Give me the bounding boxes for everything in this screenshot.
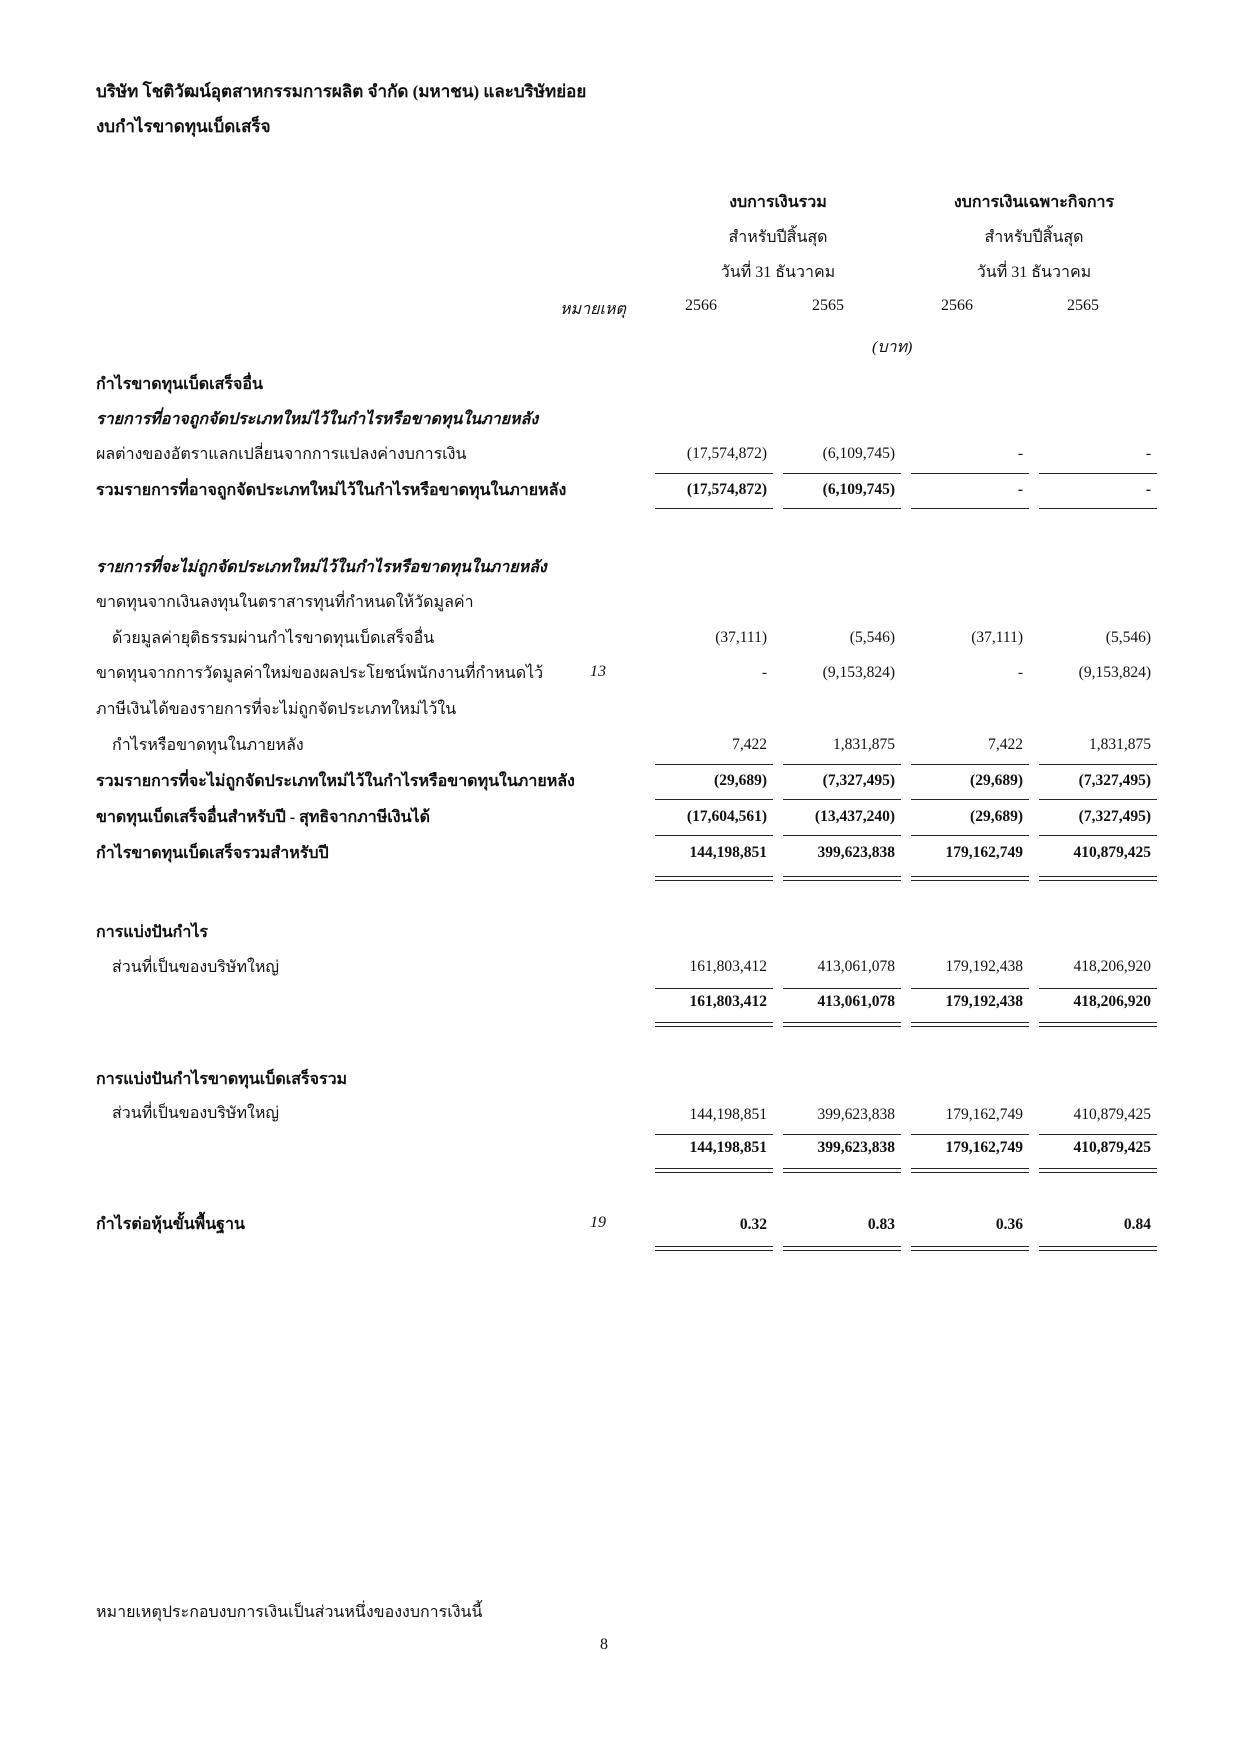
row-label-total: รวมรายการที่จะไม่ถูกจัดประเภทใหม่ไว้ในกำไรหรือขาดทุนในภายหลัง: [96, 773, 575, 790]
underline: [911, 988, 1029, 989]
row-label: ขาดทุนจากเงินลงทุนในตราสารทุนที่กำหนดให้วัดมูลค่า: [96, 594, 474, 611]
double-underline: [783, 1246, 901, 1251]
double-underline: [783, 1168, 901, 1173]
underline: [783, 799, 901, 800]
note-ref: 19: [590, 1214, 606, 1231]
row-value: (6,109,745): [822, 481, 895, 498]
row-value: 179,162,749: [945, 1139, 1023, 1156]
group2-sub1: สำหรับปีสิ้นสุด: [984, 229, 1084, 246]
row-value: (6,109,745): [822, 445, 895, 462]
double-underline: [1039, 876, 1157, 881]
row-value: 7,422: [732, 736, 767, 753]
double-underline: [911, 1246, 1029, 1251]
underline: [911, 508, 1029, 509]
double-underline: [911, 1022, 1029, 1027]
row-value: (9,153,824): [822, 664, 895, 681]
row-value: 413,061,078: [817, 958, 895, 975]
group2-sub2: วันที่ 31 ธันวาคม: [976, 264, 1092, 281]
year-header-4: 2565: [1067, 297, 1099, 314]
underline: [655, 473, 773, 474]
row-label-total: รวมรายการที่อาจถูกจัดประเภทใหม่ไว้ในกำไรหรือขาดทุนในภายหลัง: [96, 482, 567, 499]
underline: [1039, 473, 1157, 474]
double-underline: [1039, 1168, 1157, 1173]
double-underline: [655, 876, 773, 881]
row-value: -: [1017, 481, 1023, 498]
row-value: (7,327,495): [1078, 808, 1151, 825]
footer-note: หมายเหตุประกอบงบการเงินเป็นส่วนหนึ่งของงบการเงินนี้: [96, 1604, 483, 1621]
double-underline: [655, 1246, 773, 1251]
row-value: 144,198,851: [689, 844, 767, 861]
row-value: 1,831,875: [1089, 736, 1151, 753]
company-name: บริษัท โชติวัฒน์อุตสาหกรรมการผลิต จำกัด (มหาชน) และบริษัทย่อย: [96, 82, 587, 101]
row-value: 410,879,425: [1073, 1106, 1151, 1123]
statement-title: งบกำไรขาดทุนเบ็ดเสร็จ: [96, 117, 271, 136]
group2-title: งบการเงินเฉพาะกิจการ: [953, 194, 1115, 211]
group1-sub2: วันที่ 31 ธันวาคม: [720, 264, 836, 281]
row-value: 179,192,438: [945, 993, 1023, 1010]
section-heading: การแบ่งปันกำไรขาดทุนเบ็ดเสร็จรวม: [96, 1071, 348, 1088]
underline: [783, 988, 901, 989]
row-label: ภาษีเงินได้ของรายการที่จะไม่ถูกจัดประเภทใหม่ไว้ใน: [96, 701, 457, 718]
row-value: (17,574,872): [686, 481, 767, 498]
row-value: 399,623,838: [817, 1106, 895, 1123]
row-label: ส่วนที่เป็นของบริษัทใหญ่: [112, 1105, 279, 1122]
row-value: 418,206,920: [1073, 958, 1151, 975]
underline: [783, 835, 901, 836]
underline: [655, 1134, 773, 1135]
year-header-3: 2566: [941, 297, 973, 314]
row-value: 410,879,425: [1073, 1139, 1151, 1156]
section-heading: การแบ่งปันกำไร: [96, 924, 208, 941]
row-value: 144,198,851: [689, 1139, 767, 1156]
row-value: 0.84: [1123, 1216, 1151, 1233]
row-value: 161,803,412: [689, 958, 767, 975]
row-value: 179,162,749: [945, 844, 1023, 861]
row-value: 0.32: [739, 1216, 767, 1233]
row-value: 179,192,438: [945, 958, 1023, 975]
double-underline: [911, 1168, 1029, 1173]
row-value: 1,831,875: [833, 736, 895, 753]
row-value: (5,546): [1105, 629, 1151, 646]
underline: [911, 1134, 1029, 1135]
row-value: -: [1145, 481, 1151, 498]
row-value: (29,689): [970, 808, 1023, 825]
underline: [1039, 835, 1157, 836]
underline: [783, 508, 901, 509]
underline: [911, 799, 1029, 800]
underline: [1039, 988, 1157, 989]
row-value: 418,206,920: [1073, 993, 1151, 1010]
underline: [655, 835, 773, 836]
double-underline: [911, 876, 1029, 881]
row-value: (9,153,824): [1078, 664, 1151, 681]
row-value: 413,061,078: [817, 993, 895, 1010]
row-value: 144,198,851: [689, 1106, 767, 1123]
page-number: 8: [600, 1636, 608, 1653]
underline: [1039, 764, 1157, 765]
row-label-eps: กำไรต่อหุ้นขั้นพื้นฐาน: [96, 1216, 245, 1233]
row-value: (17,604,561): [686, 808, 767, 825]
underline: [655, 799, 773, 800]
subsection-heading: รายการที่จะไม่ถูกจัดประเภทใหม่ไว้ในกำไรหรือขาดทุนในภายหลัง: [96, 559, 547, 576]
row-value: (37,111): [971, 629, 1023, 646]
row-value: -: [1017, 445, 1023, 462]
note-ref: 13: [590, 663, 606, 680]
underline: [1039, 1134, 1157, 1135]
row-value: (5,546): [849, 629, 895, 646]
row-value: (37,111): [715, 629, 767, 646]
row-value: 0.36: [995, 1216, 1023, 1233]
row-value: 0.83: [867, 1216, 895, 1233]
double-underline: [1039, 1246, 1157, 1251]
double-underline: [655, 1168, 773, 1173]
underline: [655, 764, 773, 765]
row-label-total: ขาดทุนเบ็ดเสร็จอื่นสำหรับปี - สุทธิจากภาษีเงินได้: [96, 809, 430, 826]
subsection-heading: รายการที่อาจถูกจัดประเภทใหม่ไว้ในกำไรหรือขาดทุนในภายหลัง: [96, 411, 539, 428]
row-value: -: [761, 664, 767, 681]
underline: [1039, 508, 1157, 509]
underline: [783, 764, 901, 765]
double-underline: [1039, 1022, 1157, 1027]
section-heading: กำไรขาดทุนเบ็ดเสร็จอื่น: [96, 376, 263, 393]
underline: [911, 473, 1029, 474]
row-label: กำไรหรือขาดทุนในภายหลัง: [112, 737, 304, 754]
double-underline: [783, 876, 901, 881]
underline: [655, 508, 773, 509]
row-value: (7,327,495): [822, 772, 895, 789]
row-value: 399,623,838: [817, 1139, 895, 1156]
underline: [911, 764, 1029, 765]
year-header-2: 2565: [812, 297, 844, 314]
row-label: ผลต่างของอัตราแลกเปลี่ยนจากการแปลงค่างบการเงิน: [96, 446, 467, 463]
double-underline: [655, 1022, 773, 1027]
group1-title: งบการเงินรวม: [729, 194, 827, 211]
row-value: (7,327,495): [1078, 772, 1151, 789]
row-label: ส่วนที่เป็นของบริษัทใหญ่: [112, 959, 279, 976]
underline: [655, 988, 773, 989]
underline: [1039, 799, 1157, 800]
row-value: (13,437,240): [814, 808, 895, 825]
row-value: 399,623,838: [817, 844, 895, 861]
row-value: 179,162,749: [945, 1106, 1023, 1123]
row-label: ขาดทุนจากการวัดมูลค่าใหม่ของผลประโยชน์พนักงานที่กำหนดไว้: [96, 665, 544, 682]
row-label-total: กำไรขาดทุนเบ็ดเสร็จรวมสำหรับปี: [96, 845, 329, 862]
row-value: 7,422: [988, 736, 1023, 753]
underline: [911, 835, 1029, 836]
underline: [783, 473, 901, 474]
row-value: 161,803,412: [689, 993, 767, 1010]
double-underline: [783, 1022, 901, 1027]
unit-label: (บาท): [872, 339, 913, 356]
underline: [783, 1134, 901, 1135]
row-value: (29,689): [970, 772, 1023, 789]
group1-sub1: สำหรับปีสิ้นสุด: [728, 229, 828, 246]
year-header-1: 2566: [685, 297, 717, 314]
row-value: -: [1145, 445, 1151, 462]
row-value: -: [1017, 664, 1023, 681]
note-column-header: หมายเหตุ: [560, 301, 626, 318]
row-label: ด้วยมูลค่ายุติธรรมผ่านกำไรขาดทุนเบ็ดเสร็จอื่น: [112, 630, 435, 647]
row-value: (29,689): [714, 772, 767, 789]
row-value: (17,574,872): [686, 445, 767, 462]
row-value: 410,879,425: [1073, 844, 1151, 861]
